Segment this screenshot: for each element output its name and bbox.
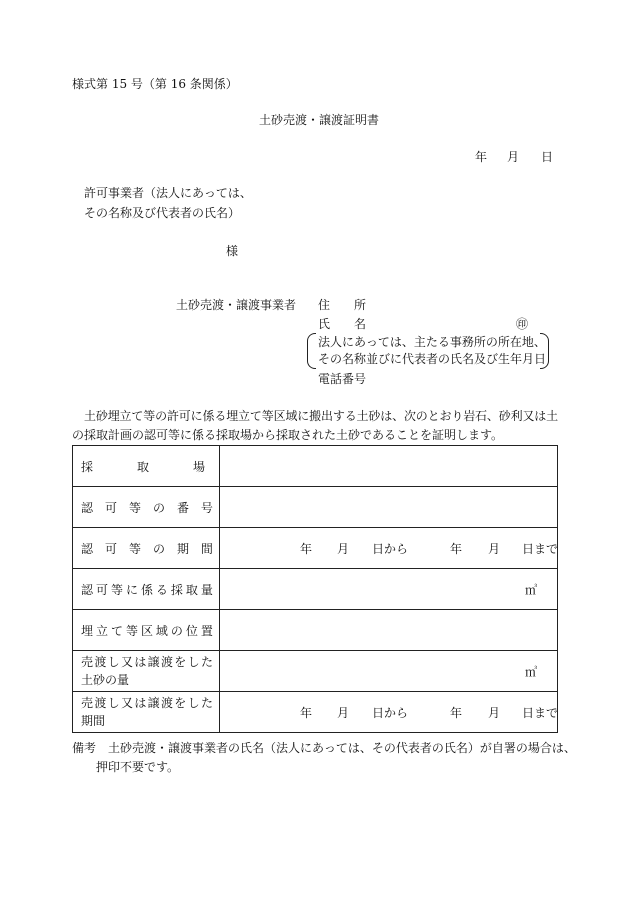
addressee-line1: 許可事業者（法人にあっては、 <box>84 186 252 200</box>
issuer-role: 土砂売渡・譲渡事業者 <box>176 298 297 312</box>
issuer-phone-label: 電話番号 <box>318 372 367 386</box>
row-label-permit-number: 認 可 等 の 番 号 <box>73 487 220 528</box>
document-title: 土砂売渡・譲渡証明書 <box>259 113 380 127</box>
table-row <box>73 692 558 733</box>
seal-mark: ㊞ <box>516 317 529 331</box>
issuer-name-label: 氏 名 <box>318 317 367 331</box>
body-line1: 土砂埋立て等の許可に係る埋立て等区域に搬出する土砂は、次のとおり岩石、砂利又は土 <box>84 409 559 423</box>
remarks-line2: 押印不要です。 <box>96 760 180 774</box>
date-year: 年 <box>475 150 488 164</box>
unit-cubic-meter: ㎥ <box>525 583 538 597</box>
body-line2: の採取計画の認可等に係る採取場から採取された土砂であることを証明します。 <box>72 428 504 442</box>
issuer-note-line1: 法人にあっては、主たる事務所の所在地、 <box>318 335 546 349</box>
remarks-label: 備考 <box>72 741 97 755</box>
value-sold-amount[interactable] <box>220 651 558 692</box>
left-brace <box>307 333 316 369</box>
row-label-collection-site: 採 取 場 <box>73 446 220 487</box>
addressee-line2: その名称及び代表者の氏名） <box>84 206 241 220</box>
row-label-sold-amount: 売 渡 し 又 は 譲 渡 を し た 土砂の量 <box>73 651 220 692</box>
issuer-note-line2: その名称並びに代表者の氏名及び生年月日 <box>318 352 547 366</box>
row-label-permitted-amount: 認 可 等 に 係 る 採 取 量 <box>73 569 220 610</box>
addressee-honorific: 様 <box>226 244 239 258</box>
value-collection-site[interactable] <box>220 446 558 487</box>
table-row <box>73 651 558 692</box>
date-month: 月 <box>507 150 520 164</box>
value-landfill-location[interactable] <box>220 610 558 651</box>
form-number: 様式第 15 号（第 16 条関係） <box>72 77 238 91</box>
table-row <box>73 528 558 569</box>
row-label-landfill-location: 埋 立 て 等 区 域 の 位 置 <box>73 610 220 651</box>
table-row <box>73 610 558 651</box>
table-row <box>73 487 558 528</box>
row-label-permit-period: 認 可 等 の 期 間 <box>73 528 220 569</box>
value-permit-period[interactable]: 年 月 日から 年 月 日まで <box>220 528 558 569</box>
certificate-table <box>72 445 558 733</box>
remarks-line1: 土砂売渡・譲渡事業者の氏名（法人にあっては、その代表者の氏名）が自署の場合は、 <box>108 741 576 755</box>
table-row <box>73 569 558 610</box>
value-permitted-amount[interactable] <box>220 569 558 610</box>
value-permit-number[interactable] <box>220 487 558 528</box>
row-label-sold-period: 売 渡 し 又 は 譲 渡 を し た 期間 <box>73 692 220 733</box>
value-sold-period[interactable]: 年 月 日から 年 月 日まで <box>220 692 558 733</box>
issuer-address-label: 住 所 <box>318 298 367 312</box>
table-row <box>73 446 558 487</box>
unit-cubic-meter: ㎥ <box>525 665 538 679</box>
date-day: 日 <box>541 150 554 164</box>
